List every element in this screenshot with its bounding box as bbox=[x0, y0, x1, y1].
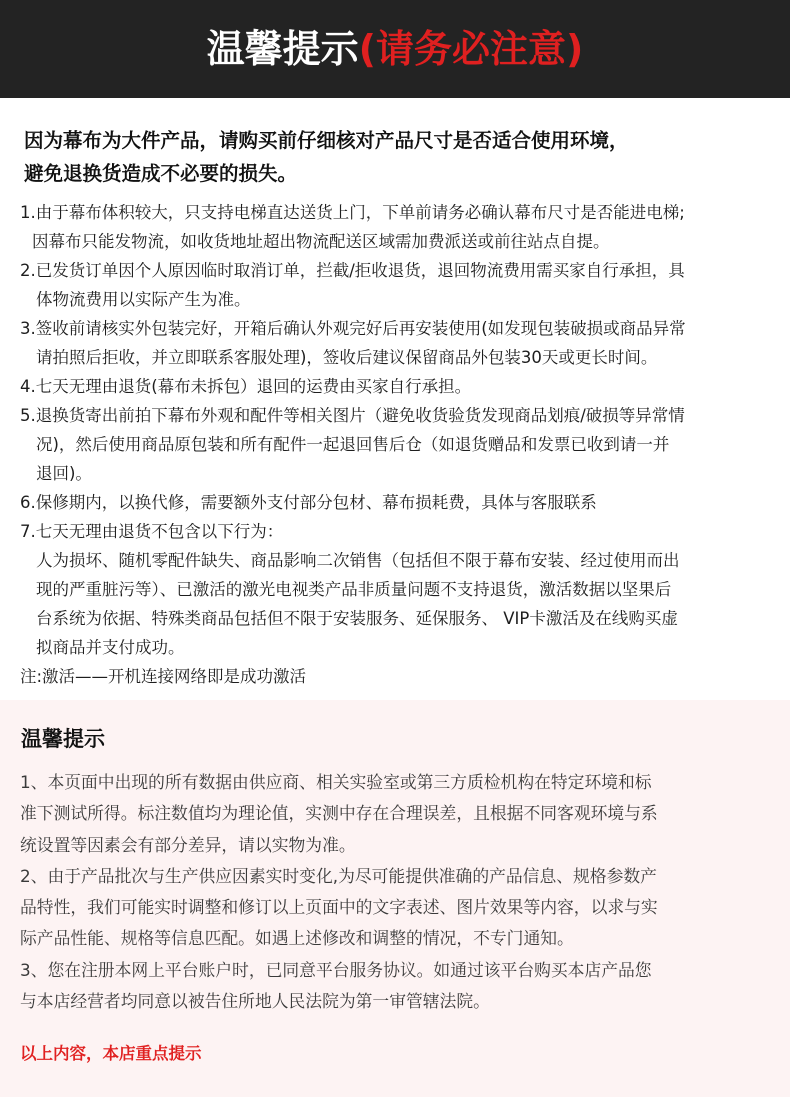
tips-line: 准下测试所得。标注数值均为理论值，实测中存在合理误差，且根据不同客观环境与系 bbox=[20, 803, 658, 824]
rule-line: 2.已发货订单因个人原因临时取消订单，拦截/拒收退货，退回物流费用需买家自行承担，具 bbox=[20, 261, 685, 280]
title-highlight: (请务必注意) bbox=[358, 27, 584, 71]
rule-line: 请拍照后拒收，并立即联系客服处理)，签收后建议保留商品外包装30天或更长时间。 bbox=[36, 348, 658, 367]
rule-line: 况)，然后使用商品原包装和所有配件一起退回售后仓（如退货赠品和发票已收到请一并 bbox=[36, 435, 670, 454]
intro-line: 因为幕布为大件产品，请购买前仔细核对产品尺寸是否适合使用环境， bbox=[24, 129, 629, 152]
rule-line: 退回)。 bbox=[36, 464, 92, 483]
tips-footer: 以上内容，本店重点提示 bbox=[20, 1044, 202, 1063]
rule-line: 体物流费用以实际产生为准。 bbox=[36, 290, 251, 309]
tips-title: 温馨提示 bbox=[21, 727, 105, 751]
rule-line: 4.七天无理由退货(幕布未拆包）退回的运费由买家自行承担。 bbox=[20, 377, 472, 396]
rule-line: 3.签收前请核实外包装完好，开箱后确认外观完好后再安装使用(如发现包装破损或商品异常 bbox=[20, 319, 686, 338]
intro-line: 避免退换货造成不必要的损失。 bbox=[24, 162, 298, 185]
rule-line: 台系统为依据、特殊类商品包括但不限于安装服务、延保服务、 VIP卡激活及在线购买虚 bbox=[36, 609, 678, 628]
rule-line: 1.由于幕布体积较大，只支持电梯直达送货上门，下单前请务必确认幕布尺寸是否能进电梯; bbox=[20, 203, 685, 222]
rules-list bbox=[20, 198, 780, 691]
rule-line: 6.保修期内，以换代修，需要额外支付部分包材、幕布损耗费，具体与客服联系 bbox=[20, 493, 597, 512]
header-banner bbox=[0, 0, 790, 98]
tips-line: 2、由于产品批次与生产供应因素实时变化,为尽可能提供准确的产品信息、规格参数产 bbox=[20, 865, 657, 886]
intro-paragraph bbox=[24, 124, 774, 190]
tips-line: 1、本页面中出现的所有数据由供应商、相关实验室或第三方质检机构在特定环境和标 bbox=[20, 772, 652, 792]
rule-line: 人为损坏、随机零配件缺失、商品影响二次销售（包括但不限于幕布安装、经过使用而出 bbox=[36, 551, 680, 570]
page-title bbox=[206, 27, 584, 71]
rule-line: 拟商品并支付成功。 bbox=[36, 638, 185, 657]
rule-line: 现的严重脏污等）、已激活的激光电视类产品非质量问题不支持退货，激活数据以坚果后 bbox=[36, 580, 672, 599]
tips-line: 3、您在注册本网上平台账户时，已同意平台服务协议。如通过该平台购买本店产品您 bbox=[20, 959, 652, 980]
rule-line: 因幕布只能发物流，如收货地址超出物流配送区域需加费派送或前往站点自提。 bbox=[32, 232, 610, 251]
tips-section bbox=[0, 700, 790, 1097]
tips-body bbox=[20, 767, 775, 1017]
rule-line: 5.退换货寄出前拍下幕布外观和配件等相关图片（避免收货验货发现商品划痕/破损等异常情 bbox=[20, 406, 685, 425]
rule-line: 7.七天无理由退货不包含以下行为： bbox=[20, 522, 284, 541]
tips-line: 与本店经营者均同意以被告住所地人民法院为第一审管辖法院。 bbox=[20, 991, 490, 1012]
rule-note: 注:激活——开机连接网络即是成功激活 bbox=[20, 667, 307, 686]
tips-line: 品特性，我们可能实时调整和修订以上页面中的文字表述、图片效果等内容，以求与实 bbox=[20, 897, 658, 918]
title-main: 温馨提示 bbox=[206, 27, 359, 71]
tips-line: 统设置等因素会有部分差异，请以实物为准。 bbox=[20, 834, 356, 855]
tips-line: 际产品性能、规格等信息匹配。如遇上述修改和调整的情况，不专门通知。 bbox=[20, 928, 574, 949]
